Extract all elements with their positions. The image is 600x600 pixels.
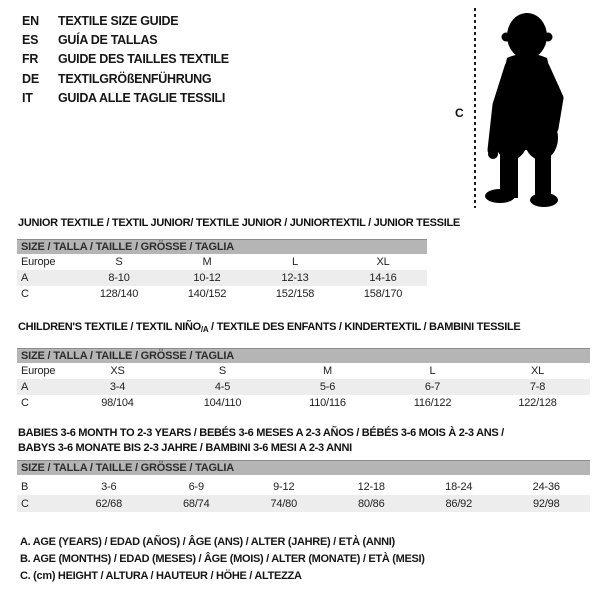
footnote-legend [20,534,425,585]
language-code: DE [22,71,39,86]
guide-title: TEXTILGRÖßENFÜHRUNG [58,71,212,86]
footnote-line: C. (cm) HEIGHT / ALTURA / HAUTEUR / HÖHE / ALTEZZA [20,570,302,582]
language-row [22,50,229,69]
table-cell: 14-16 [369,272,397,284]
table-rows [17,363,590,411]
guide-title: TEXTILE SIZE GUIDE [58,13,179,28]
table-cell: 8-10 [108,272,130,284]
table-row [17,270,427,286]
table-title: CHILDREN'S TEXTILE / TEXTIL $NIÑO_{/A}$ / TEXTILE DES ENFANTS / KINDERTEXTIL / BAMBINI TESSILE [18,321,521,334]
table-cell: 140/152 [187,288,227,300]
language-row [22,30,229,49]
table-cell: 110/116 [309,397,346,409]
language-list [22,11,229,108]
table-cell: 92/98 [532,497,560,510]
table-row [17,254,427,270]
table-cell: 9-12 [273,480,295,493]
language-code: EN [22,13,39,28]
language-row [22,11,229,30]
table-cell: 68/74 [182,497,210,510]
height-measure-label: C [455,106,464,120]
table-cell: 104/110 [203,397,242,409]
table-cell: 158/170 [363,288,403,300]
table-cell: 12-13 [281,272,309,284]
height-measure-dashed-line [474,8,476,208]
table-rows [17,478,590,512]
table-title: JUNIOR TEXTILE / TEXTIL JUNIOR/ TEXTILE JUNIOR / JUNIORTEXTIL / JUNIOR TESSILE [18,217,460,229]
table-row [17,478,590,495]
table-cell: 98/104 [101,397,134,409]
table-cell: 116/122 [413,397,452,409]
language-row [22,69,229,88]
table-cell: 152/158 [275,288,315,300]
size-header-label: SIZE / TALLA / TAILLE / GRÖSSE / TAGLIA [21,241,235,253]
table-cell: M [323,365,332,377]
table-cell: S [115,256,123,268]
table-cell: XL [376,256,390,268]
table-row [17,363,590,379]
table-cell: 6-7 [424,381,441,393]
table-cell: S [218,365,227,377]
baby-silhouette-icon [483,10,573,208]
table-row [17,379,590,395]
row-label: Europe [21,365,56,377]
table-cell: M [202,256,212,268]
table-cell: 4-5 [214,381,231,393]
size-header-band [17,348,590,363]
table-cell: XL [530,365,545,377]
guide-title: GUÍA DE TALLAS [58,33,158,48]
table-cell: 80/86 [357,497,385,510]
table-cell: 6-9 [188,480,204,493]
table-cell: XS [110,365,125,377]
guide-title: GUIDE DES TAILLES TEXTILE [58,52,229,67]
table-cell: 86/92 [445,497,473,510]
language-code: FR [22,52,39,67]
table-row [17,495,590,512]
size-header-label: SIZE / TALLA / TAILLE / GRÖSSE / TAGLIA [21,350,235,362]
table-cell: 12-18 [357,480,385,493]
table-title: BABIES 3-6 MONTH TO 2-3 YEARS / BEBÉS 3-6 MESES A 2-3 AÑOS / BÉBÉS 3-6 MOIS À 2-3 ANS / BABYS 3-6 MONATE BIS 2-3 JAHRE / BAMBINI 3-6 MESI A 2-3 ANNI [18,427,504,454]
size-header-label: SIZE / TALLA / TAILLE / GRÖSSE / TAGLIA [21,462,235,474]
language-row [22,89,229,108]
table-cell: 18-24 [445,480,473,493]
row-label: B [21,480,29,493]
table-rows [17,254,427,302]
table-cell: 74/80 [270,497,298,510]
table-cell: 62/68 [95,497,123,510]
row-label: C [21,397,29,409]
table-cell: 5-6 [319,381,336,393]
language-code: ES [22,33,39,48]
table-cell: 10-12 [193,272,221,284]
table-cell: 3-6 [101,480,117,493]
footnote-line: B. AGE (MONTHS) / EDAD (MESES) / ÂGE (MOIS) / ALTER (MONATE) / ETÀ (MESI) [20,553,425,565]
row-label: A [21,381,29,393]
size-header-band [17,239,427,254]
table-cell: L [429,365,436,377]
table-cell: L [292,256,298,268]
table-cell: 128/140 [99,288,139,300]
table-cell: 122/128 [518,397,557,409]
table-row [17,286,427,302]
row-label: C [21,288,29,300]
row-label: A [21,272,29,284]
table-row [17,395,590,411]
row-label: C [21,497,29,510]
language-code: IT [22,91,33,106]
size-header-band [17,460,590,475]
footnote-line: A. AGE (YEARS) / EDAD (AÑOS) / ÂGE (ANS) / ALTER (JAHRE) / ETÀ (ANNI) [20,536,395,548]
guide-title: GUIDA ALLE TAGLIE TESSILI [58,91,226,106]
row-label: Europe [21,256,56,268]
table-cell: 3-4 [109,381,126,393]
table-cell: 24-36 [532,480,560,493]
table-cell: 7-8 [529,381,546,393]
